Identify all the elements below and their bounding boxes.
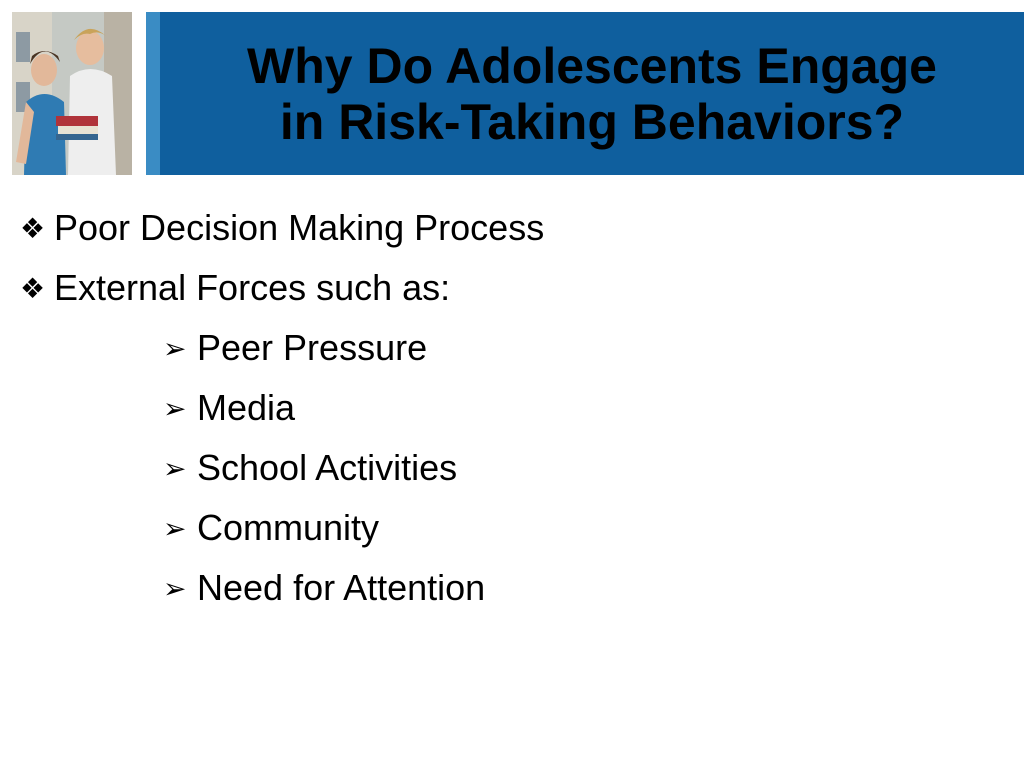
slide-title-line-2: in Risk-Taking Behaviors? xyxy=(279,93,905,150)
sub-bullet-text: School Activities xyxy=(197,447,458,488)
arrow-bullet-icon: ➢ xyxy=(163,452,187,484)
slide-title-line-1: Why Do Adolescents Engage xyxy=(247,37,937,94)
title-banner xyxy=(160,12,1024,175)
sub-bullet-item xyxy=(20,438,1004,498)
slide-body xyxy=(20,198,1004,618)
arrow-bullet-icon: ➢ xyxy=(163,512,187,544)
header-photo xyxy=(12,12,132,175)
sub-bullet-text: Peer Pressure xyxy=(197,327,428,368)
sub-bullet-text: Community xyxy=(197,507,380,548)
slide-title xyxy=(247,38,937,150)
bullet-item xyxy=(20,258,1004,318)
sub-bullet-item xyxy=(20,318,1004,378)
diamond-bullet-icon: ❖ xyxy=(20,272,46,304)
bullet-text: External Forces such as: xyxy=(54,267,451,308)
arrow-bullet-icon: ➢ xyxy=(163,332,187,364)
bullet-text: Poor Decision Making Process xyxy=(54,207,545,248)
diamond-bullet-icon: ❖ xyxy=(20,212,46,244)
header-divider xyxy=(146,12,160,175)
arrow-bullet-icon: ➢ xyxy=(163,572,187,604)
arrow-bullet-icon: ➢ xyxy=(163,392,187,424)
sub-bullet-text: Media xyxy=(197,387,296,428)
sub-bullet-item xyxy=(20,378,1004,438)
sub-bullet-text: Need for Attention xyxy=(197,567,486,608)
sub-bullet-item xyxy=(20,498,1004,558)
sub-bullet-item xyxy=(20,558,1004,618)
students-photo-illustration xyxy=(12,12,132,175)
bullet-item xyxy=(20,198,1004,258)
